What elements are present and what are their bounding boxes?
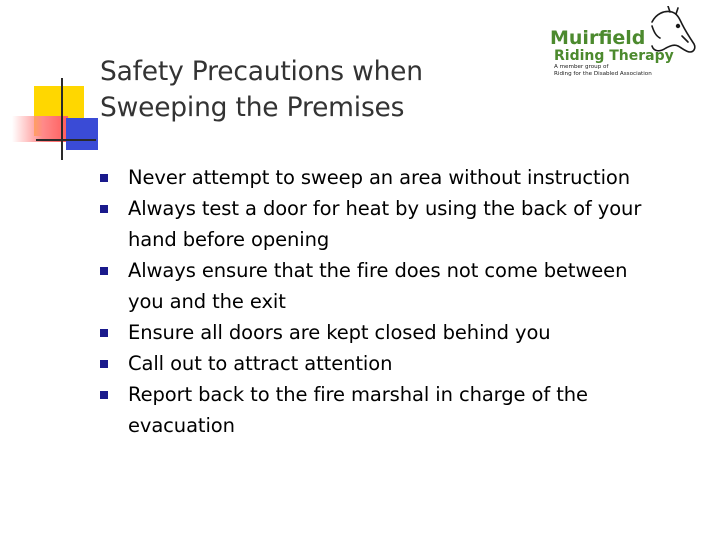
list-item (100, 317, 700, 348)
slide-title (100, 54, 520, 126)
bullet-text: Report back to the fire marshal in charge of the (128, 383, 588, 406)
bullet-text: evacuation (128, 414, 235, 437)
bullet-square-icon (100, 360, 108, 368)
slide-title-line: Safety Precautions when (100, 56, 423, 87)
logo-subtitle: Riding Therapy (554, 48, 674, 64)
decor-blue-square (66, 118, 98, 150)
bullet-text: Never attempt to sweep an area without instruction (128, 166, 630, 189)
list-item (100, 162, 700, 193)
bullet-square-icon (100, 267, 108, 275)
bullet-square-icon (100, 391, 108, 399)
muirfield-logo (548, 6, 698, 82)
bullet-text: hand before opening (128, 228, 330, 251)
slide-title-line: Sweeping the Premises (100, 92, 405, 123)
bullet-text: you and the exit (128, 290, 286, 313)
list-item (100, 379, 700, 441)
logo-name: Muirfield (550, 27, 646, 49)
bullet-text: Always ensure that the fire does not come between (128, 259, 628, 282)
bullet-list (100, 162, 700, 441)
list-item (100, 348, 700, 379)
logo-tagline-2: Riding for the Disabled Association (554, 71, 652, 77)
horse-head-icon (548, 6, 698, 82)
list-item (100, 255, 700, 317)
bullet-square-icon (100, 205, 108, 213)
bullet-text: Call out to attract attention (128, 352, 393, 375)
logo-tagline-1: A member group of (554, 64, 609, 70)
bullet-square-icon (100, 329, 108, 337)
decor-vertical-line (61, 78, 63, 160)
decor-horizontal-line (36, 139, 96, 141)
bullet-square-icon (100, 174, 108, 182)
bullet-text: Ensure all doors are kept closed behind you (128, 321, 551, 344)
list-item (100, 193, 700, 255)
bullet-text: Always test a door for heat by using the back of your (128, 197, 642, 220)
